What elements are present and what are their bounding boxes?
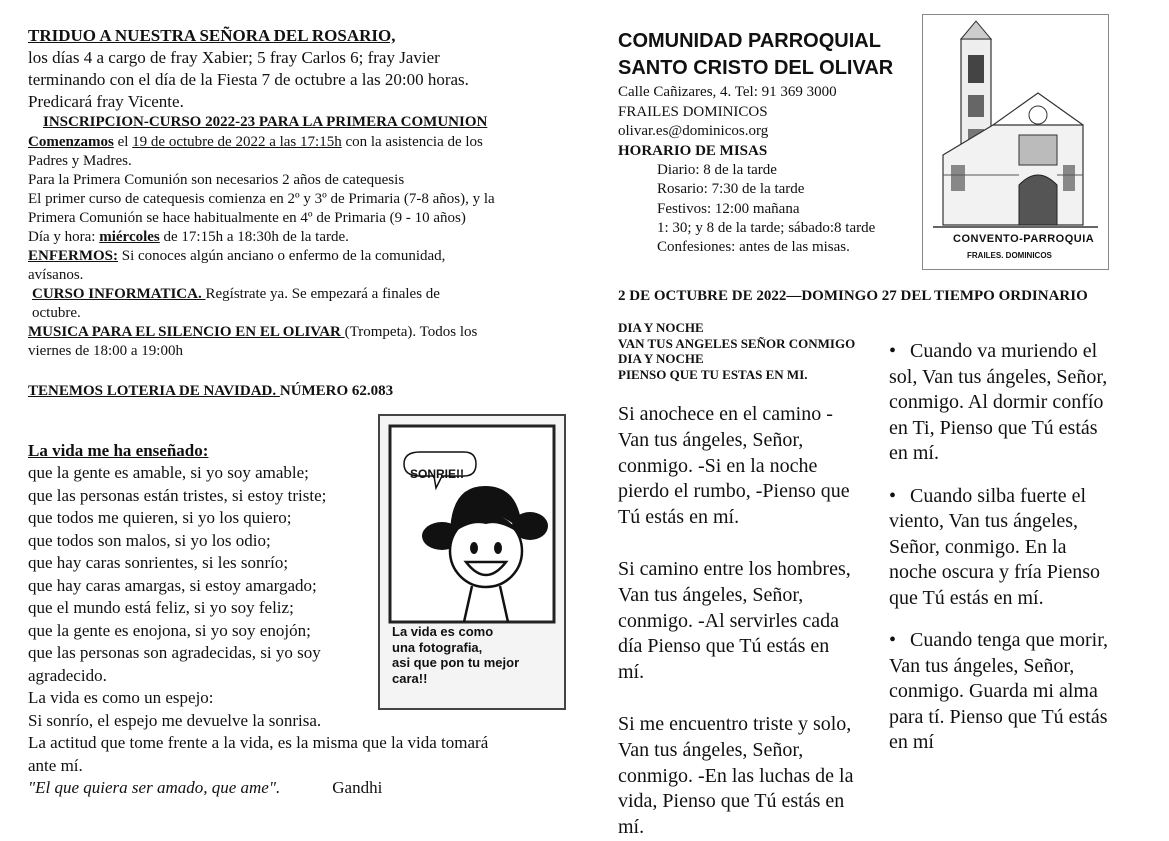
stanza-line: Si anochece en el camino - [618, 403, 833, 425]
loteria-line [28, 383, 393, 400]
stanza [618, 557, 854, 686]
inscripcion-title: INSCRIPCION-CURSO 2022-23 PARA LA PRIMERA COMUNION [43, 114, 488, 130]
stanza [889, 484, 1108, 612]
horario-item: Festivos: 12:00 mañana [657, 200, 800, 217]
curso-text: Regístrate ya. Se empezará a finales de [205, 286, 440, 302]
poem-line: que las personas están tristes, si estoy triste; [28, 485, 327, 505]
horario-item: Rosario: 7:30 de la tarde [657, 181, 805, 198]
song-header-line: DIA Y NOCHE [618, 320, 704, 335]
caption-line: La vida es como [392, 624, 494, 639]
stanza-line: sol, Van tus ángeles, Señor, [889, 365, 1108, 388]
inscripcion-line: El primer curso de catequesis comienza en 2º y 3º de Primaria (7-8 años), y la [28, 191, 495, 207]
triduo-text [28, 47, 469, 113]
stanza-line: vida, Pienso que Tú estás en [618, 790, 845, 813]
stanza [889, 628, 1108, 756]
stanza-line: en mí. [889, 442, 939, 464]
song-header-line: VAN TUS ANGELES SEÑOR CONMIGO [618, 335, 856, 351]
stanza-line: conmigo. -Al servirles cada [618, 609, 840, 632]
song-column-right [889, 339, 1108, 756]
comenzamos-label: Comenzamos [28, 134, 114, 150]
poem-line: que las personas son agradecidas, si yo soy [28, 643, 321, 662]
cartoon-caption [392, 624, 519, 686]
song-header [618, 320, 855, 382]
stanza-line: conmigo. Guarda mi alma [889, 680, 1098, 702]
stanza-line: Van tus ángeles, Señor, [618, 428, 804, 451]
gandhi-quote: "El que quiera ser amado, que ame". [28, 778, 281, 797]
musica-line-2: viernes de 18:00 a 19:00h [28, 343, 183, 359]
triduo-line: terminando con el día de la Fiesta 7 de octubre a las 20:00 horas. [28, 70, 469, 89]
church-drawing-image [922, 14, 1109, 270]
inscripcion-dia-line [28, 228, 495, 247]
poem-line: que todos me quieren, si yo los quiero; [28, 508, 292, 527]
dia-post: de 17:15h a 18:30h de la tarde. [159, 229, 349, 245]
poem-line: ante mí. [28, 755, 83, 775]
dia-pre: Día y hora: [28, 229, 100, 245]
enfermos-line-2: avísanos. [28, 267, 84, 283]
caption-line: una fotografia, [392, 639, 483, 655]
poem-line: que la gente es amable, si yo soy amable; [28, 463, 309, 482]
stanza-line: día Pienso que Tú estás en [618, 635, 830, 658]
poem-line: La actitud que tome frente a la vida, es la misma que la vida tomará [28, 733, 489, 752]
stanza-line: noche oscura y fría Pienso [889, 561, 1101, 583]
quote-author: Gandhi [332, 778, 383, 797]
triduo-line: Predicará fray Vicente. [28, 92, 184, 111]
horario-list [657, 161, 875, 257]
loteria-number: NÚMERO 62.083 [279, 383, 394, 399]
song-header-line: PIENSO QUE TU ESTAS EN MI. [618, 366, 808, 382]
song-header-line: DIA Y NOCHE [618, 351, 704, 366]
poem-line: que el mundo está feliz, si yo soy feliz; [28, 598, 294, 617]
poem-line: La vida es como un espejo: [28, 688, 214, 707]
inscripcion-line: Primera Comunión se hace habitualmente en 4º de Primaria (9 - 10 años) [28, 210, 466, 226]
stanza-line: para tí. Pienso que Tú estás [889, 705, 1108, 728]
inscripcion-line-1 [28, 133, 495, 152]
stanza-line: pierdo el rumbo, -Pienso que [618, 480, 850, 503]
parish-title-1: COMUNIDAD PARROQUIAL [618, 30, 881, 52]
dia-day: miércoles [99, 229, 160, 245]
song-column-left [618, 402, 854, 841]
inscripcion-date: 19 de octubre de 2022 a las 17:15h [132, 134, 342, 150]
domingo-heading: 2 DE OCTUBRE DE 2022—DOMINGO 27 DEL TIEMPO ORDINARIO [618, 288, 1088, 304]
stanza-line: • Cuando silba fuerte el [889, 484, 1108, 510]
inscripcion-line: Para la Primera Comunión son necesarios 2 años de catequesis [28, 172, 405, 188]
caption-line: cara!! [392, 670, 428, 686]
musica-text: (Trompeta). Todos los [344, 324, 478, 340]
parish-address: Calle Cañizares, 4. Tel: 91 369 3000 [618, 84, 837, 100]
church-caption-1: CONVENTO-PARROQUIA [953, 233, 1095, 245]
parish-email: olivar.es@dominicos.org [618, 123, 769, 139]
loteria-label: TENEMOS LOTERIA DE NAVIDAD. [28, 383, 280, 399]
horario-item: Diario: 8 de la tarde [657, 162, 777, 178]
triduo-title: TRIDUO A NUESTRA SEÑORA DEL ROSARIO, [28, 26, 396, 45]
poem-line: agradecido. [28, 665, 107, 685]
inscripcion-line: Padres y Madres. [28, 153, 132, 169]
poem-line: que la gente es enojona, si yo soy enojón; [28, 620, 311, 640]
quote-line [28, 777, 488, 800]
stanza-line: Si me encuentro triste y solo, [618, 712, 852, 735]
poem-title: La vida me ha enseñado: [28, 441, 209, 460]
inscripcion-text [28, 133, 495, 361]
cartoon-bubble-text: SONRIE!! [410, 467, 464, 481]
enfermos-line [28, 247, 495, 266]
stanza-line: mí. [618, 816, 645, 839]
smile-cartoon-image [378, 414, 566, 710]
poem-line: Si sonrío, el espejo me devuelve la sonrisa. [28, 710, 322, 730]
horario-item: 1: 30; y 8 de la tarde; sábado:8 tarde [657, 219, 876, 236]
stanza-line: conmigo. -Si en la noche [618, 454, 818, 477]
enfermos-text: Si conoces algún anciano o enfermo de la comunidad, [118, 248, 446, 264]
inscripcion-rest: con la asistencia de los [341, 134, 483, 150]
curso-line-2: octubre. [32, 305, 81, 321]
stanza-line: Tú estás en mí. [618, 506, 740, 529]
stanza-line: conmigo. Al dormir confío [889, 391, 1104, 413]
poem-line: que todos son malos, si yo los odio; [28, 530, 271, 550]
stanza-line: Van tus ángeles, Señor, [618, 738, 804, 761]
stanza-line: que Tú estás en mí. [889, 586, 1044, 609]
parish-frailes: FRAILES DOMINICOS [618, 103, 768, 120]
stanza-line: Si camino entre los hombres, [618, 557, 851, 580]
stanza-line: Van tus ángeles, Señor, [889, 654, 1075, 677]
stanza-line: Señor, conmigo. En la [889, 535, 1067, 558]
musica-label: MUSICA PARA EL SILENCIO EN EL OLIVAR [28, 324, 345, 340]
inscripcion-el: el [113, 134, 133, 150]
stanza-line: • Cuando va muriendo el [889, 339, 1108, 365]
curso-line [28, 285, 495, 304]
stanza-line: viento, Van tus ángeles, [889, 510, 1079, 532]
parish-contact [618, 83, 837, 161]
stanza [889, 339, 1108, 467]
stanza-line: mí. [618, 661, 645, 684]
caption-line: asi que pon tu mejor [392, 655, 520, 670]
horario-title: HORARIO DE MISAS [618, 142, 768, 159]
church-sketch [923, 15, 1108, 269]
triduo-line: los días 4 a cargo de fray Xabier; 5 fray Carlos 6; fray Javier [28, 48, 440, 67]
stanza-line: Van tus ángeles, Señor, [618, 583, 804, 606]
musica-line [28, 323, 495, 342]
stanza [618, 712, 854, 841]
stanza-line: • Cuando tenga que morir, [889, 628, 1108, 654]
poem-line: que hay caras sonrientes, si les sonrío; [28, 553, 289, 572]
stanza-line: en Ti, Pienso que Tú estás [889, 416, 1098, 439]
church-caption-2: FRAILES. DOMINICOS [967, 251, 1052, 260]
curso-label: CURSO INFORMATICA. [32, 286, 206, 302]
parish-title-2: SANTO CRISTO DEL OLIVAR [618, 57, 894, 79]
poem-line: que hay caras amargas, si estoy amargado; [28, 575, 317, 595]
enfermos-label: ENFERMOS: [28, 248, 118, 264]
horario-item: Confesiones: antes de las misas. [657, 239, 850, 256]
stanza-line: conmigo. -En las luchas de la [618, 764, 854, 787]
stanza [618, 402, 854, 531]
stanza-line: en mí [889, 731, 934, 753]
